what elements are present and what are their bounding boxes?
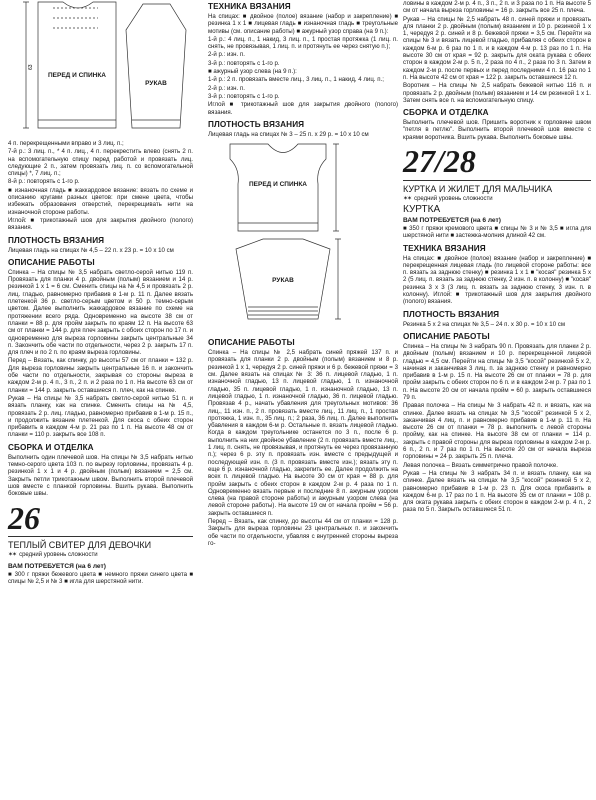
sweater-schematic (8, 0, 193, 140)
work-back: Спинка – На спицы № 3 набрать 90 п. Провязать для планки 2 р. двойным (полым) вязанием и 10 р. перекрещенной лицевой гладью = 4,5 см. Перейти на спицы № 3,5 "косой" резинкой 5 x 2, начиная и заканчивая 3 лиц. п. за заднюю стенку и равномерно прибавив в 1-м р. 15 п. На высоте 26 см от планки = 78 р. для пройм закрыть с обеих сторон по 6 п. и в каждом 2-м р. 7 раз по 1 п. На высоте 20 см от начала пройм = 60 р. закрыть оставшиеся 79 п. (403, 342, 591, 401)
difficulty: ✶✶ средний уровень сложности (8, 552, 98, 559)
diagram-sleeve-label: РУКАВ (272, 277, 294, 285)
assembly-text: Выполнить один плечевой шов. На спицы № 3,5 набрать нитью темно-серого цвета 103 п. по вырезу горловины, провязать 4 р. резинкой 1 x 1 и 4 р. двойным (полым) вязанием = 2,5 см. Закрыть петли трикотажным швом. Выполнить второй плечевой шов вместе с планкой горловины. Вшить рукава. Выполнить боковые швы. (8, 453, 193, 498)
density-text: Резинка 5 x 2 на спицах № 3,5 – 24 п. x 30 р. = 10 x 10 см (403, 320, 566, 328)
work-heading: ОПИСАНИЕ РАБОТЫ (403, 331, 490, 341)
work-left-front: Левая полочка – Вязать симметрично правой полочке. (403, 461, 558, 469)
assembly-heading: СБОРКА И ОТДЕЛКА (8, 442, 94, 452)
technique-line: 3-й р.: повторять с 1-го р. (208, 92, 280, 100)
section-title: КУРТКА И ЖИЛЕТ ДЛЯ МАЛЬЧИКА (403, 184, 553, 195)
difficulty: ✶✶ средний уровень сложности (403, 196, 493, 203)
need-text: ■ 300 г пряжи бежевого цвета ■ немного пряжи синего цвета ■ спицы № 2,5 и № 3 ■ игла для шерстяной нити. (8, 571, 193, 586)
pattern-line: 4 п. перекрещенными вправо и 3 лиц. п.; (8, 140, 124, 147)
technique-text: На спицах: ■ двойное (полое) вязание (набор и закрепление) ■ перекрещенная лицевая гладь (по лицевой стороне работы: все п. вязать за заднюю стенку) ■ резинка 1 x 1 ■ "косая" резинка 5 x 2 (5 лиц. п. вязать за заднюю стенку, 2 изн. п. в колонну) ■ "косая" резинка 3 x 3 (3 лиц. п. вязать за заднюю стенку, 3 изн. п. в колонну). Иглой: ■ трикотажный шов для закрытия двойного (полого) вязания. (403, 254, 591, 306)
diagram-sleeve-label: РУКАВ (145, 80, 167, 87)
column-1 (8, 0, 193, 587)
density-text: Лицевая гладь на спицах № 4,5 – 22 п. x 23 р. = 10 x 10 см (8, 246, 174, 254)
work-sleeve: Рукав – На спицы № 2,5 набрать 48 п. синей пряжи и провязать для планки 2 р. двойным (полым) вязанием и 10 р. резинкой 1 x 1, чередуя 2 р. синей и 8 р. бежевой пряжи = 3,5 см. Перейти на спицы № 3 и вязать лицевой гладью, прибавляя с обеих сторон в каждом 6-м р. 6 раз по 1 п. и в каждом 4-м р. 13 раз по 1 п. На высоте 30 см от края = 92 р. закрыть для оката рукава с обеих сторон в каждом 2-м р. 5 п., 2 раза по 4 п., 2 раза по 3 п. Затем в каждом 2-м р. после первых и перед последними 4 п. 16 раз по 1 п. На высоте 42 см от края = 122 р. закрыть оставшиеся 12 п. (403, 15, 591, 81)
diagram-front-label: ПЕРЕД И СПИНКА (48, 72, 106, 79)
svg-text:63: 63 (28, 64, 34, 70)
pattern-line: Иглой: ■ трикотажный шов для закрытия двойного (полого) вязания. (8, 216, 193, 232)
work-back: Спинка – На спицы № 2,5 набрать синей пряжей 137 п. и провязать для планки 2 р. двойным (полым) вязанием и 8 р. резинкой 1 x 1, чередуя 2 р. синей пряжи и 6 р. бежевой пряжи = 3 см. Далее вязать на спицах № 3: 36 п. лицевой гладью, 1 п. изнаночной гладью, 13 п. лицевой гладью, 1 п. изнаночной гладью, 35 п. лицевой гладью, 1 п. изнаночной гладью, 13 п. лицевой гладью, 1 п. изнаночной гладью, 36 п. лицевой гладью. Провязав 4 р., начать убавления для треугольных мотивов: 36 лиц., 11 изн. п., 2 п. провязать вместе лиц., 11 лиц. п., 1 простая протяжка, 1 изн. п., 35 лиц. п.; 2 раза, 36 лиц. п. Далее выполнить убавления в каждом 6-м р. Остальные п. вязать лицевой гладью. Когда в каждом треугольнике останется по 3 п., после 6 р. выполнить на них двойное убавление (2 п. провязать вместе лиц., 1 лиц. п. снять, не провязывая, и протянуть ее через провязанную п.); через 6 р. эту п. провязать изн. вместе с предыдущей и последующей изн. п. (3 п. провязать вместе изн.); вязать эту п. еще 6 р. изнаночной гладью, закрепить ее. Далее продолжить на всех п. лицевой гладью. На высоте 30 см от края = 88 р. для пройм закрыть с обеих сторон в каждом 2-м р. 4 раза по 1 п. Одновременно вязать первые и последние 8 п. ажурным узором слева (на правой стороне работы) и ажурным узором слева (на левой стороне работы). На высоте 19 см от начала пройм = 56 р. закрыть оставшиеся п. (208, 349, 398, 517)
section-number: 27/28 (403, 143, 476, 180)
work-heading: ОПИСАНИЕ РАБОТЫ (208, 338, 295, 348)
pattern-line: 8-й р.: повторять с 1-го р. (8, 178, 80, 186)
diagram-front-label: ПЕРЕД И СПИНКА (249, 181, 307, 189)
vest-schematic (208, 139, 398, 334)
work-right-front: Правая полочка – На спицы № 3 набрать 42 п. и вязать, как на спинке. Далее вязать на спицах № 3,5 "косой" резинкой 5 x 2, заканчивая 4 лиц. п. и равномерно прибавив в 1-м р. 11 п. На высоте 26 см от планки = 78 р. выполнить с левой стороны пройму, как на спинке. На высоте 38 см от планки = 114 р. закрыть с правой стороны для выреза горловины в каждом 2-м р. 6 п., 2 п. и 7 раз по 1 п. На высоте 20 см от начала выреза горловины = 24 р. закрыть 25 п. плеча. (403, 402, 591, 461)
divider (8, 536, 193, 537)
work-back: Спинка – На спицы № 3,5 набрать светло-серой нитью 119 п. Провязать для планки 4 р. двойным (полым) вязанием и 14 р. резинкой 1 x 1 = 6 см. Сменить спицы на № 4,5 и провязать 2 р. лиц. гладью, равномерно прибавив в 1-м р. 11 п. Далее вязать плетенкой 36 р. светло-серым цветом и 50 р. темно-серым цветом. Далее выполнить жаккардовое вязание по схеме на протяжении всего ряда. Одновременно на высоте 38 см от планки = 88 р. для пройм закрыть по краям 12 п. На высоте 63 см от планки = 144 р. для плеч закрыть с обоих сторон по 17 п. и одновременно для выреза горловины закрыть центральные 34 п. Закончить обе части по отдельности, через 2 р. закрыть 17 п. для плеч и по 2 п. по краям выреза горловины. (8, 268, 193, 357)
pattern-line: ■ изнаночная гладь ■ жаккардовое вязание: вязать по схеме и описанию кругами разных цветов: при смене цвета, чтобы избежать образования отверстий, перекрещивать нити на изнаночной стороне работы. (8, 186, 193, 216)
continued-text: ловины в каждом 2-м р. 4 п., 3 п., 2 п. и 3 раза по 1 п. На высоте 5 см от начала выреза горловины = 16 р. закрыть все 25 п. плеча. (403, 0, 591, 15)
section-header (403, 145, 591, 203)
section-title: ТЕПЛЫЙ СВИТЕР ДЛЯ ДЕВОЧКИ (8, 540, 152, 551)
column-3 (403, 0, 591, 515)
need-heading: ВАМ ПОТРЕБУЕТСЯ (на 6 лет) (8, 562, 106, 570)
work-sleeve: Рукав – На спицы № 3,5 набрать светло-серой нитью 51 п. и вязать планку, как на спинке. Сменить спицы на № 4,5, провязать 2 р. лиц. гладью, равномерно прибавив в 1-м р. 15 п., и продолжить вязание плетенкой. Для скоса с обеих сторон прибавить в каждом 4-м р. 21 раз по 1 п. На высоте 48 см от планки = 110 р. закрыть все 108 п. (8, 394, 193, 439)
technique-line: ■ ажурный узор слева (на 9 п.): (208, 68, 297, 76)
section-header (8, 500, 193, 559)
jacket-heading: КУРТКА (403, 204, 441, 216)
need-text: ■ 350 г пряжи кремового цвета ■ спицы № 3 и № 3,5 ■ игла для шерстяной нити ■ застежка-молния длиной 42 см. (403, 224, 591, 240)
work-heading: ОПИСАНИЕ РАБОТЫ (8, 257, 95, 267)
technique-line: На спицах: ■ двойное (полое) вязание (набор и закрепление) ■ резинка 1 x 1 ■ лицевая гладь ■ изнаночная гладь ■ треугольные мотивы (см. описание работы) ■ ажурный узор справа (на 9 п.): (208, 13, 398, 35)
technique-line: 2-й р.: изн. п. (208, 51, 245, 59)
density-heading: ПЛОТНОСТЬ ВЯЗАНИЯ (403, 309, 500, 319)
density-heading: ПЛОТНОСТЬ ВЯЗАНИЯ (208, 119, 305, 129)
assembly-text: Выполнить плечевой шов. Пришить воротник к горловине швом "петля в петлю". Выполнить второй плечевой шов вместе с краями воротника. Вшить рукава. Выполнить боковые швы. (403, 119, 591, 141)
technique-line: 2-й р.: изн. п. (208, 84, 245, 92)
technique-line: 3-й р.: повторять с 1-го р. (208, 59, 280, 67)
density-text: Лицевая гладь на спицах № 3 – 25 п. x 29 р. = 10 x 10 см (208, 130, 369, 138)
work-collar: Воротник – На спицы № 2,5 набрать бежевой нитью 116 п. и провязать 2 р. двойным (полым) вязанием и 14 см резинкой 1 x 1. Затем снять все п. на вспомогательную спицу. (403, 82, 591, 104)
density-heading: ПЛОТНОСТЬ ВЯЗАНИЯ (8, 235, 105, 245)
column-2 (208, 0, 398, 548)
work-front: Перед – Вязать, как спинку, до высоты 44 см от планки = 128 р. Закрыть для выреза горловины 23 центральных п. и закончить обе части по отдельности, убавляя с внутренней стороны выреза го- (208, 517, 398, 547)
section-number: 26 (8, 500, 40, 537)
technique-heading: ТЕХНИКА ВЯЗАНИЯ (208, 2, 291, 11)
technique-line: 1-й р.: 4 лиц. п., 1 накид, 3 лиц. п., 1 простая протяжка (1 лиц. п. снять, не провязывая, 1 лиц. п. и протянуть ее через снятую п.); (208, 35, 398, 51)
technique-line: 1-й р.: 2 п. провязать вместе лиц., 3 лиц. п., 1 накид, 4 лиц. п.; (208, 76, 384, 84)
technique-line: Иглой ■ трикотажный шов для закрытия двойного (полого) вязания. (208, 101, 398, 116)
star-icon: ✶✶ (8, 552, 17, 559)
assembly-heading: СБОРКА И ОТДЕЛКА (403, 108, 489, 118)
star-icon: ✶✶ (403, 196, 412, 203)
work-front: Перед – Вязать, как спинку, до высоты 57 см от планки = 132 р. Для выреза горловины закрыть центральные 16 п. и закончить обе части по отдельности, закрывая со стороны выреза в каждом 2-м р. 4 п., 3 п., 2 п. и 2 раза по 1 п. На высоте 63 см от планки = 144 р. закрыть оставшиеся п. плеч, как на спинке. (8, 357, 193, 394)
work-sleeve: Рукав – На спицы № 3 набрать 34 п. и вязать планку, как на спинке. Далее вязать на спицах № 3,5 "косой" резинкой 5 x 2, равномерно прибавив в 1-м р. 23 п. Для скоса прибавить в каждом 6-м р. 17 раз по 1 п. На высоте 35 см от планки = 108 р. для оката рукава закрыть с обеих сторон в каждом 2-м р. 4 п., 2 раза по 5 п. Закрыть оставшиеся 51 п. (403, 469, 591, 514)
divider (403, 180, 591, 181)
need-heading: ВАМ ПОТРЕБУЕТСЯ (на 6 лет) (403, 216, 501, 224)
technique-heading: ТЕХНИКА ВЯЗАНИЯ (403, 243, 486, 253)
pattern-line: 7-й р.: 3 лиц. п., * 4 п. лиц., 4 п. перекрестить влево (снять 2 п. на вспомогательную спицу перед работой и провязать лиц. следующие 2 п., затем провязать лиц. п. со вспомогательной спицы) *, 7 лиц. п.; (8, 148, 193, 178)
